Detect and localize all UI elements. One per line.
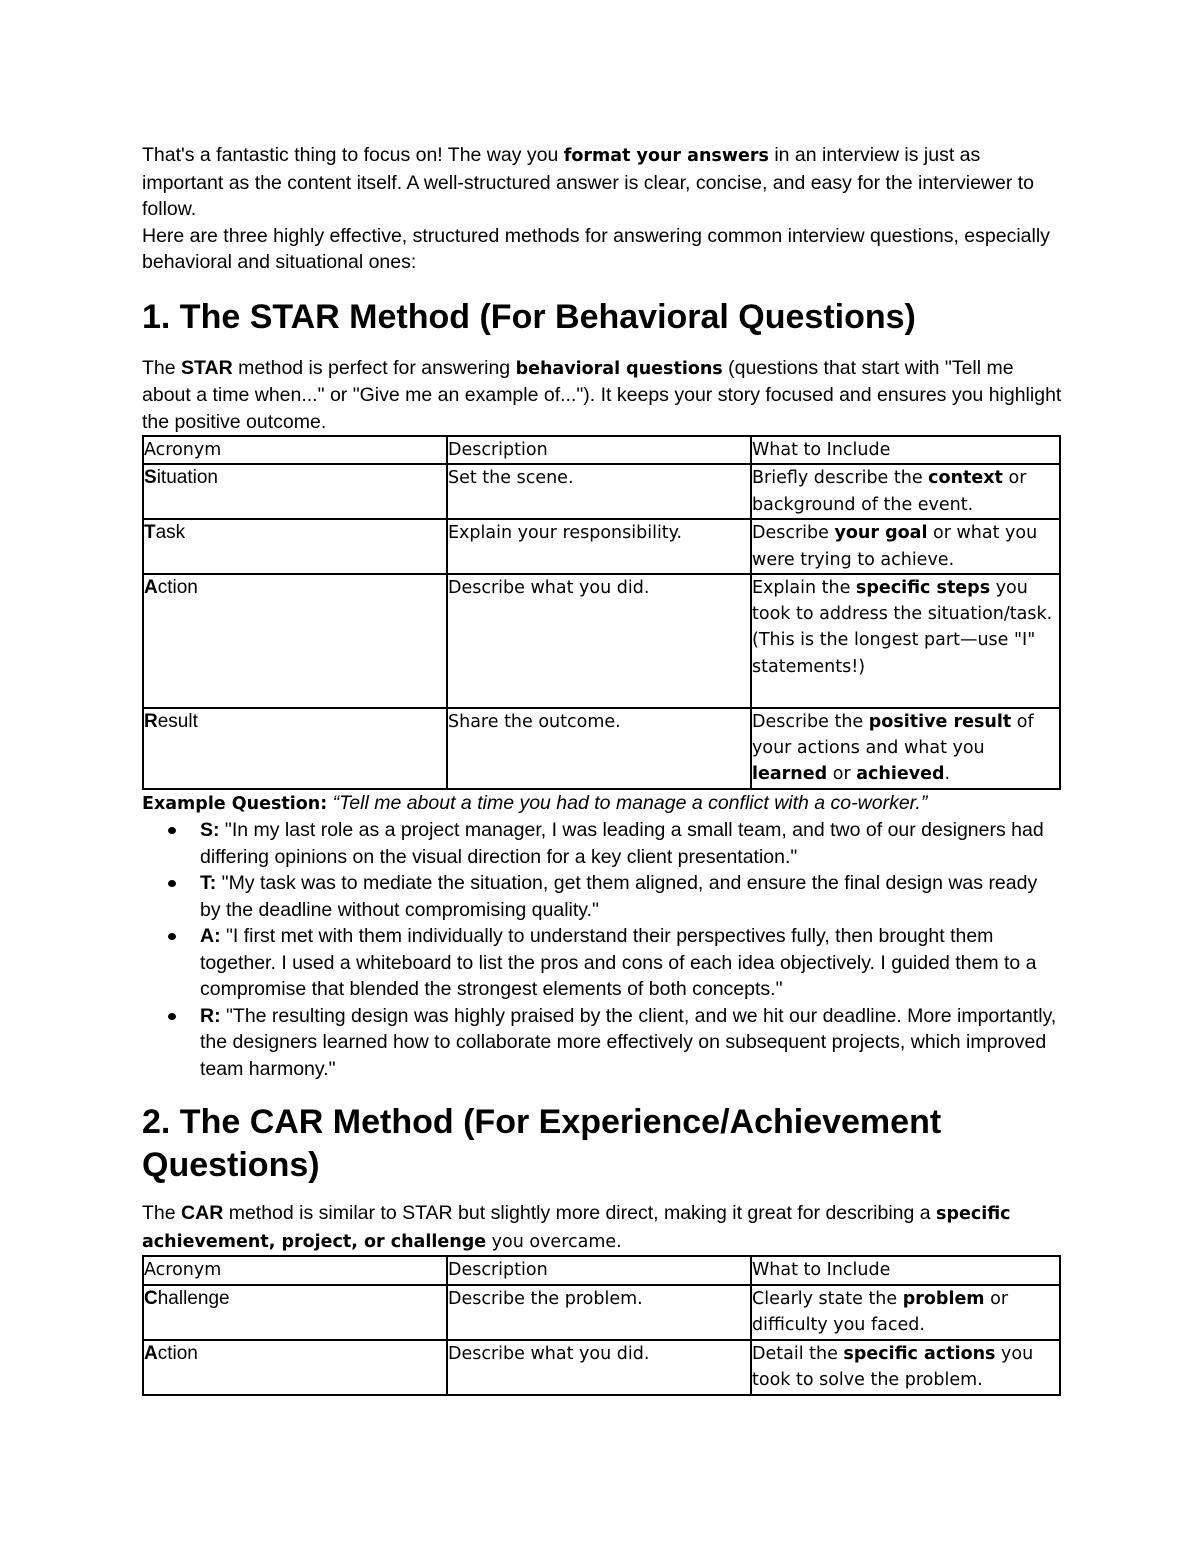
description-cell: Describe what you did. (447, 1340, 751, 1395)
include-text: you took to solve the problem. (752, 1343, 1034, 1390)
car-acronym: CAR (181, 1202, 224, 1225)
acronym-cell (143, 574, 447, 708)
acronym-rest: esult (157, 710, 198, 732)
bullet-text: "The resulting design was highly praised by the client, and we hit our deadline. More importantly, the designers learned how to collaborate more effectively on subsequent projects, which improved team harmony." (200, 1004, 1057, 1080)
intro-text: That's a fantastic thing to focus on! The way you (142, 144, 564, 166)
include-bold: context (928, 468, 1003, 489)
table-header-cell: What to Include (751, 436, 1060, 464)
include-text: or background of the event. (752, 468, 1027, 515)
include-cell (751, 708, 1060, 789)
include-text: or difficulty you faced. (752, 1288, 1009, 1335)
star-example-list (142, 817, 1062, 1082)
car-desc-text: The (142, 1202, 182, 1225)
include-text: or what you were trying to achieve. (752, 523, 1038, 570)
acronym-letter: T (144, 522, 156, 544)
include-text: Explain the (752, 577, 856, 598)
acronym-cell (143, 464, 447, 519)
include-bold: your goal (834, 523, 928, 544)
bullet-key: S: (200, 819, 220, 842)
bullet-icon (168, 1013, 176, 1020)
table-header-cell: Description (447, 1256, 751, 1284)
description-cell: Set the scene. (447, 464, 751, 519)
table-row (143, 464, 1060, 519)
star-desc-bold: behavioral questions (515, 358, 723, 379)
description-cell: Describe what you did. (447, 574, 751, 708)
table-header-cell: Acronym (143, 1256, 447, 1284)
intro-paragraph (142, 142, 1062, 223)
bullet-text: "In my last role as a project manager, I was leading a small team, and two of our designers had differing opinions on the visual direction for a key client presentation." (200, 819, 1044, 868)
star-desc-text: method is perfect for answering (232, 356, 516, 379)
include-bold: learned (752, 764, 828, 785)
acronym-letter: R (144, 710, 158, 732)
acronym-letter: S (144, 467, 157, 489)
include-text: Clearly state the (752, 1288, 903, 1309)
table-header-row (143, 1256, 1060, 1284)
star-heading: 1. The STAR Method (For Behavioral Questions) (142, 297, 916, 336)
table-header-cell: Acronym (143, 436, 447, 464)
include-text: Detail the (752, 1343, 844, 1364)
acronym-cell (143, 1340, 447, 1395)
include-bold: achieved (856, 764, 945, 785)
star-acronym: STAR (181, 356, 233, 379)
table-header-cell: Description (447, 436, 751, 464)
acronym-cell (143, 708, 447, 789)
include-text: Briefly describe the (752, 468, 929, 489)
bullet-key: A: (200, 925, 221, 948)
description-cell: Explain your responsibility. (447, 519, 751, 574)
acronym-cell (143, 519, 447, 574)
example-label: Example Question: (142, 793, 328, 814)
include-bold: specific actions (843, 1343, 996, 1364)
acronym-rest: hallenge (157, 1287, 230, 1309)
list-item (200, 1003, 1062, 1083)
acronym-rest: ituation (156, 467, 218, 489)
acronym-letter: A (144, 576, 158, 598)
list-item (200, 817, 1062, 870)
acronym-rest: ask (155, 522, 186, 544)
example-question (142, 790, 1062, 818)
bullet-icon (168, 933, 176, 940)
list-item (200, 923, 1062, 1003)
include-text: . (944, 764, 951, 785)
table-header-cell: What to Include (751, 1256, 1060, 1284)
bullet-key: T: (200, 872, 217, 895)
description-cell: Describe the problem. (447, 1285, 751, 1340)
acronym-rest: ction (157, 1342, 198, 1364)
include-bold: problem (902, 1288, 985, 1309)
star-desc-text: The (142, 356, 182, 379)
include-bold: specific steps (855, 577, 991, 598)
bullet-key: R: (200, 1004, 221, 1027)
intro-bold: format your answers (563, 146, 769, 166)
car-table (142, 1255, 1061, 1395)
intro-text-cont: in an interview is just as important as the content itself. A well-structured answer is clear, concise, and easy for the interviewer to follow. (142, 144, 1035, 220)
car-desc-bold: specific achievement, project, or challenge (142, 1204, 1011, 1252)
include-cell (751, 1285, 1060, 1340)
table-header-row (143, 436, 1060, 464)
include-text: or (827, 764, 857, 785)
acronym-cell (143, 1285, 447, 1340)
include-text: Describe the (752, 711, 869, 732)
car-desc-text: method is similar to STAR but slightly more direct, making it great for describing a (223, 1202, 937, 1225)
example-question-text: “Tell me about a time you had to manage a conflict with a co-worker.” (327, 791, 928, 814)
bullet-text: "My task was to mediate the situation, get them aligned, and ensure the final design was ready by the deadline without compromising quality." (200, 872, 1038, 921)
include-cell (751, 464, 1060, 519)
include-text: Describe (752, 523, 835, 544)
list-item (200, 870, 1062, 923)
include-text: of your actions and what you (752, 711, 1034, 759)
acronym-rest: ction (157, 576, 198, 598)
include-bold: positive result (868, 711, 1012, 732)
table-row (143, 708, 1060, 789)
car-desc-text: you overcame. (486, 1231, 622, 1252)
bullet-icon (168, 880, 176, 887)
table-row (143, 1340, 1060, 1395)
car-heading: 2. The CAR Method (For Experience/Achievement Questions) (142, 1103, 942, 1185)
description-cell: Share the outcome. (447, 708, 751, 789)
table-row (143, 574, 1060, 708)
acronym-letter: C (144, 1287, 158, 1309)
table-row (143, 1285, 1060, 1340)
document-page (142, 140, 1062, 1396)
bullet-icon (168, 827, 176, 834)
star-desc-text: (questions that start with "Tell me about a time when..." or "Give me an example of..."). It keeps your story focused and ensures you highlight the positive outcome. (142, 356, 1062, 433)
acronym-letter: A (144, 1342, 158, 1364)
table-row (143, 519, 1060, 574)
include-cell (751, 574, 1060, 708)
star-table (142, 435, 1061, 790)
intro-paragraph-2: Here are three highly effective, structured methods for answering common interview questions, especially behavioral and situational ones: (142, 224, 1050, 273)
include-cell (751, 1340, 1060, 1395)
star-description (142, 355, 1062, 436)
include-cell (751, 519, 1060, 574)
bullet-text: "I first met with them individually to understand their perspectives fully, then brought them together. I used a whiteboard to list the pros and cons of each idea objectively. I guided them to a compromise that blended the strongest elements of both concepts." (200, 925, 1037, 1001)
car-description (142, 1200, 1062, 1255)
include-text: you took to address the situation/task. (This is the longest part—use "I" statements!) (752, 577, 1053, 677)
